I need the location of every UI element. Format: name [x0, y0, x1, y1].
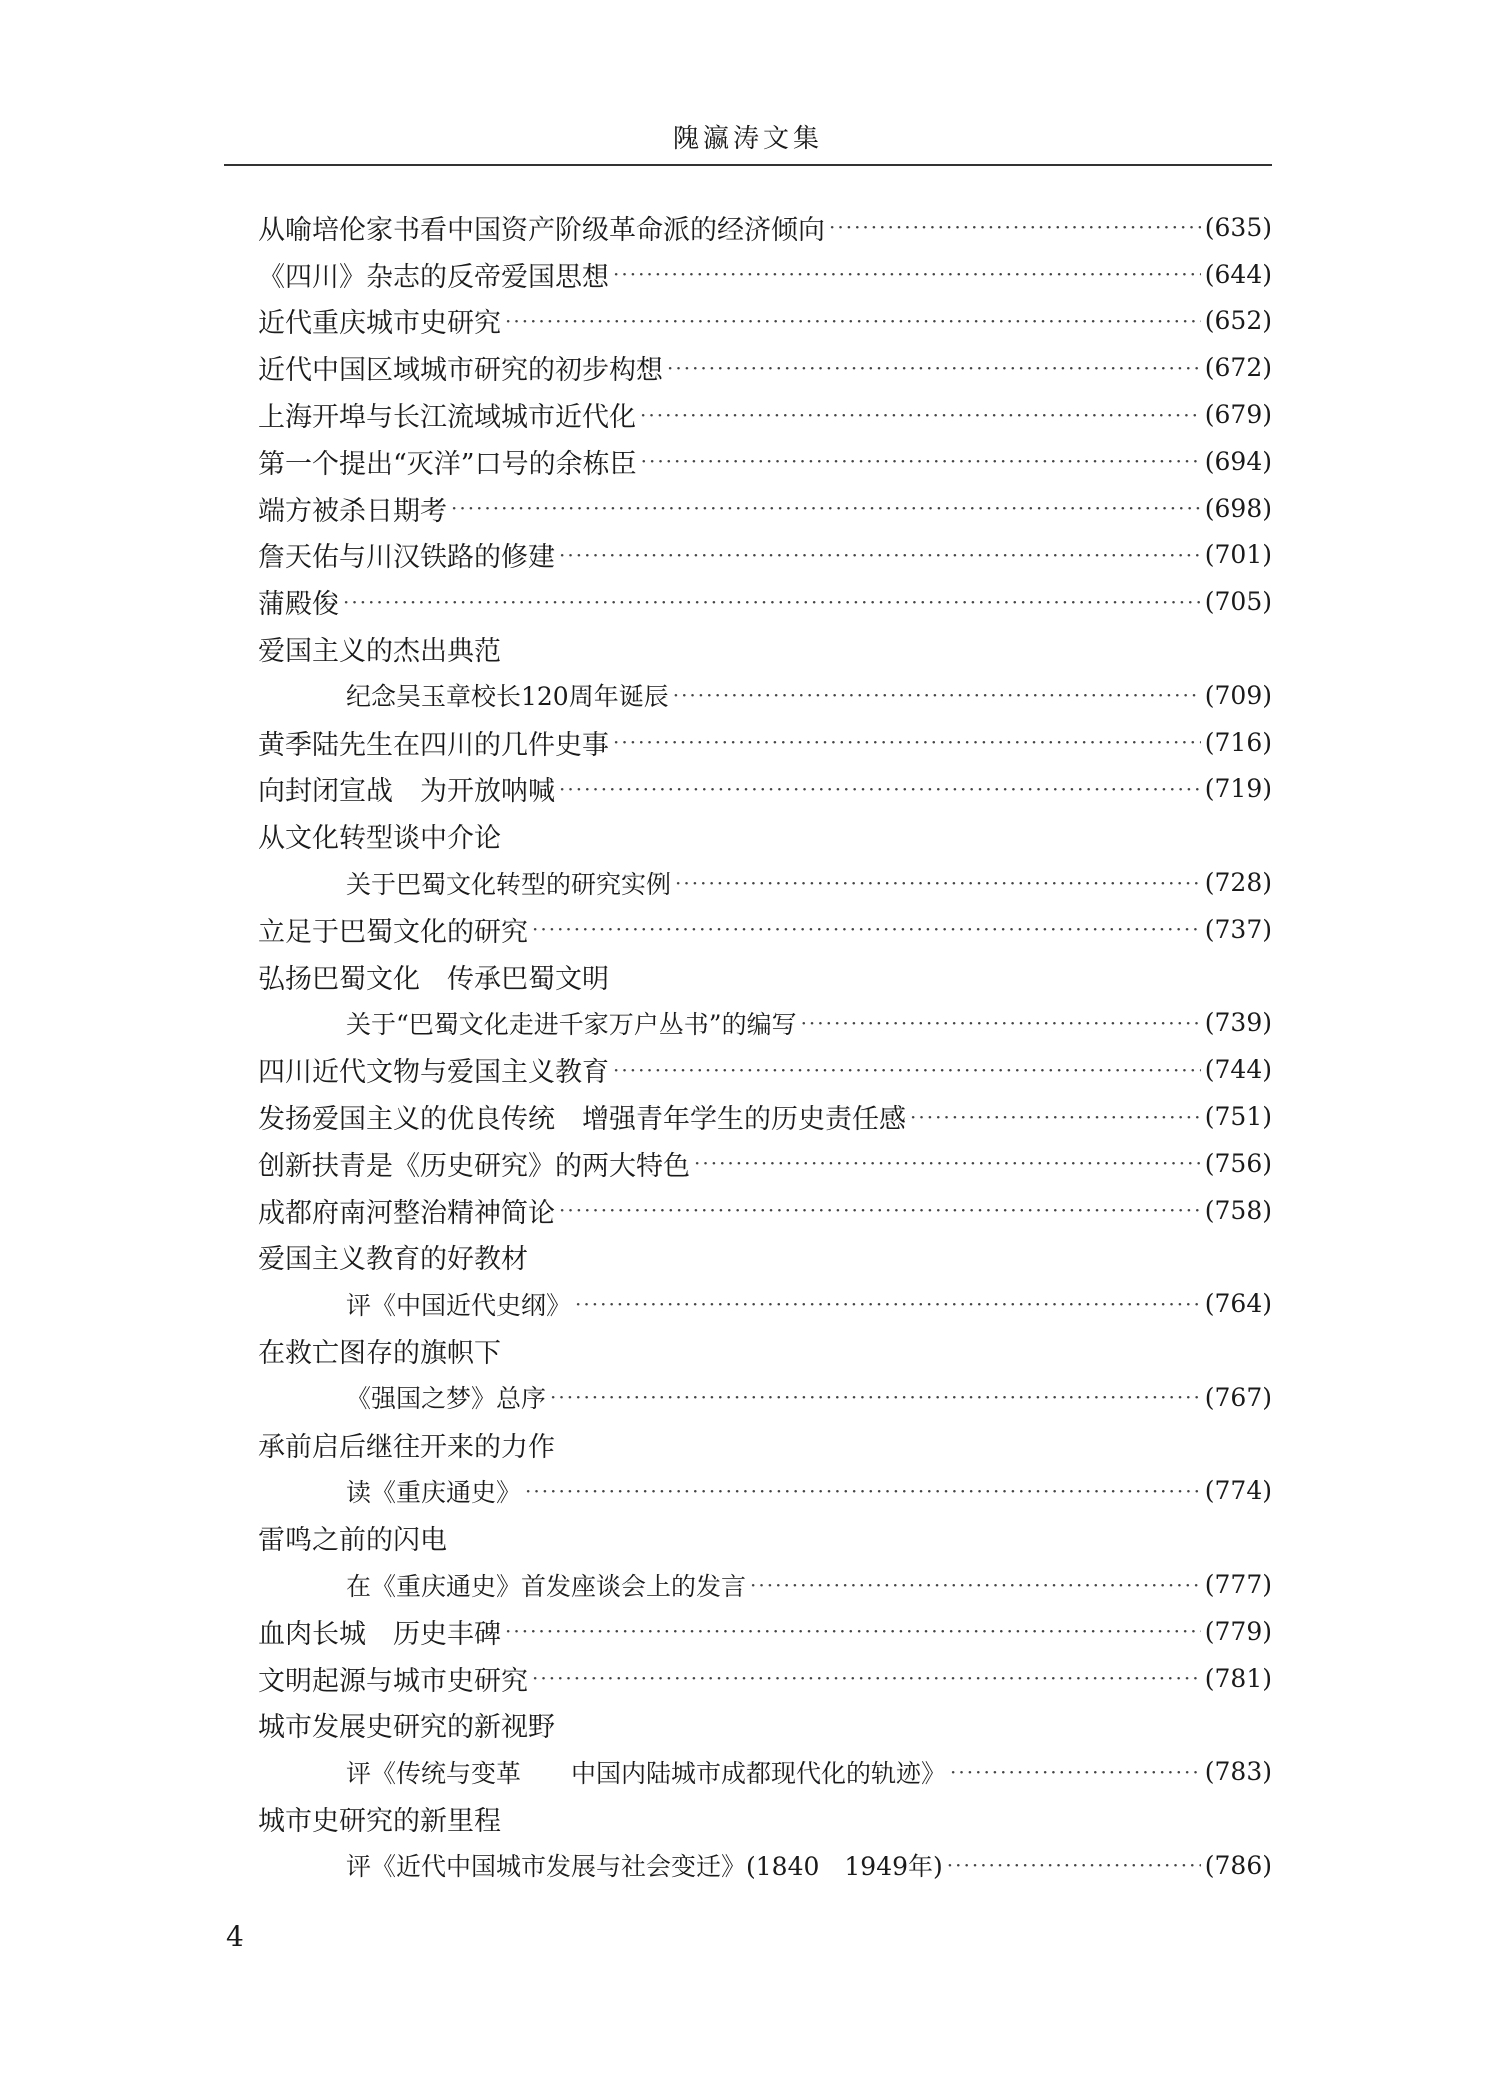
toc-page-ref: (716): [1204, 727, 1272, 757]
dot-leader: [532, 1666, 1201, 1690]
dot-leader: [550, 1385, 1201, 1409]
toc-entry-title: 第一个提出“灭洋”口号的余栋臣: [258, 448, 637, 480]
toc-page-ref: (728): [1204, 868, 1272, 898]
toc-entry: [258, 485, 1272, 532]
dot-leader: [559, 1198, 1201, 1222]
dot-leader: [559, 543, 1201, 567]
table-of-contents: [258, 204, 1272, 1889]
toc-entry: [258, 344, 1272, 391]
toc-entry: [258, 578, 1272, 625]
dot-leader: [640, 403, 1201, 427]
toc-entry: [258, 1421, 1272, 1468]
toc-entry: [258, 1655, 1272, 1702]
toc-subentry: [258, 1561, 1272, 1608]
toc-page-ref: (779): [1204, 1616, 1272, 1646]
toc-entry: [258, 298, 1272, 345]
toc-entry-title: 纪念吴玉章校长120周年诞辰: [346, 682, 669, 712]
toc-entry-title: 四川近代文物与爱国主义教育: [258, 1057, 609, 1089]
dot-leader: [801, 1011, 1201, 1035]
toc-entry-title: 爱国主义的杰出典范: [258, 636, 501, 668]
toc-entry: [258, 204, 1272, 251]
dot-leader: [505, 309, 1201, 333]
toc-entry: [258, 719, 1272, 766]
toc-entry: [258, 438, 1272, 485]
toc-subentry: [258, 1748, 1272, 1795]
toc-entry: [258, 1046, 1272, 1093]
toc-entry: [258, 906, 1272, 953]
toc-entry-title: 评《传统与变革 中国内陆城市成都现代化的轨迹》: [346, 1758, 947, 1788]
toc-page-ref: (786): [1204, 1850, 1272, 1880]
dot-leader: [613, 730, 1201, 754]
toc-subentry: [258, 859, 1272, 906]
dot-leader: [575, 1292, 1201, 1316]
toc-entry: [258, 532, 1272, 579]
toc-entry-title: 承前启后继往开来的力作: [258, 1431, 555, 1463]
toc-entry-title: 在《重庆通史》首发座谈会上的发言: [346, 1571, 747, 1601]
toc-entry-title: 立足于巴蜀文化的研究: [258, 916, 528, 948]
toc-entry: [258, 1514, 1272, 1561]
toc-entry: [258, 1702, 1272, 1749]
toc-entry: [258, 953, 1272, 1000]
toc-entry-title: 创新扶青是《历史研究》的两大特色: [258, 1150, 690, 1182]
dot-leader: [829, 215, 1201, 239]
toc-page-ref: (744): [1204, 1055, 1272, 1085]
toc-page-ref: (767): [1204, 1382, 1272, 1412]
header-rule: [224, 164, 1272, 166]
toc-entry-title: 《四川》杂志的反帝爱国思想: [258, 261, 609, 293]
toc-entry: [258, 1187, 1272, 1234]
toc-entry: [258, 1795, 1272, 1842]
toc-entry: [258, 1608, 1272, 1655]
dot-leader: [694, 1151, 1201, 1175]
toc-page-ref: (719): [1204, 774, 1272, 804]
toc-page-ref: (758): [1204, 1195, 1272, 1225]
toc-page-ref: (652): [1204, 306, 1272, 336]
dot-leader: [613, 1058, 1201, 1082]
toc-entry-title: 文明起源与城市史研究: [258, 1665, 528, 1697]
toc-entry-title: 詹天佑与川汉铁路的修建: [258, 542, 555, 574]
dot-leader: [947, 1853, 1201, 1877]
dot-leader: [667, 356, 1201, 380]
toc-entry-title: 城市发展史研究的新视野: [258, 1712, 555, 1744]
toc-entry-title: 评《中国近代史纲》: [346, 1290, 572, 1320]
toc-entry-title: 弘扬巴蜀文化 传承巴蜀文明: [258, 963, 609, 995]
toc-entry-title: 血肉长城 历史丰碑: [258, 1618, 501, 1650]
toc-entry-title: 黄季陆先生在四川的几件史事: [258, 729, 609, 761]
toc-entry-title: 向封闭宣战 为开放呐喊: [258, 776, 555, 808]
toc-entry: [258, 1234, 1272, 1281]
toc-entry-title: 成都府南河整治精神简论: [258, 1197, 555, 1229]
toc-entry-title: 城市史研究的新里程: [258, 1805, 501, 1837]
toc-page-ref: (764): [1204, 1289, 1272, 1319]
toc-entry-title: 近代中国区域城市研究的初步构想: [258, 355, 663, 387]
toc-page-ref: (679): [1204, 400, 1272, 430]
toc-page-ref: (781): [1204, 1663, 1272, 1693]
running-header: 隗瀛涛文集: [672, 124, 823, 154]
toc-subentry: [258, 1000, 1272, 1047]
toc-entry: [258, 1093, 1272, 1140]
toc-page-ref: (694): [1204, 446, 1272, 476]
toc-entry: [258, 1140, 1272, 1187]
toc-page-ref: (672): [1204, 353, 1272, 383]
toc-page-ref: (705): [1204, 587, 1272, 617]
toc-page-ref: (737): [1204, 914, 1272, 944]
dot-leader: [505, 1619, 1201, 1643]
dot-leader: [525, 1479, 1201, 1503]
toc-entry-title: 读《重庆通史》: [346, 1477, 522, 1507]
toc-entry-title: 蒲殿俊: [258, 589, 339, 621]
toc-entry-title: 近代重庆城市史研究: [258, 308, 501, 340]
toc-entry-title: 评《近代中国城市发展与社会变迁》(1840 1949年): [346, 1852, 943, 1882]
toc-entry-title: 发扬爱国主义的优良传统 增强青年学生的历史责任感: [258, 1104, 906, 1136]
page-number: 4: [226, 1920, 244, 1953]
toc-entry: [258, 625, 1272, 672]
toc-entry-title: 关于“巴蜀文化走进千家万户丛书”的编写: [346, 1009, 797, 1039]
toc-entry-title: 从文化转型谈中介论: [258, 823, 501, 855]
toc-subentry: [258, 672, 1272, 719]
toc-page-ref: (644): [1204, 259, 1272, 289]
toc-entry: [258, 1327, 1272, 1374]
dot-leader: [675, 871, 1201, 895]
dot-leader: [559, 777, 1201, 801]
dot-leader: [950, 1760, 1201, 1784]
dot-leader: [343, 590, 1201, 614]
toc-subentry: [258, 1842, 1272, 1889]
toc-page-ref: (739): [1204, 1008, 1272, 1038]
dot-leader: [641, 449, 1201, 473]
toc-entry-title: 从喻培伦家书看中国资产阶级革命派的经济倾向: [258, 214, 825, 246]
toc-page-ref: (751): [1204, 1102, 1272, 1132]
toc-entry: [258, 766, 1272, 813]
toc-entry-title: 关于巴蜀文化转型的研究实例: [346, 869, 672, 899]
toc-entry-title: 雷鸣之前的闪电: [258, 1525, 447, 1557]
toc-page-ref: (774): [1204, 1476, 1272, 1506]
toc-subentry: [258, 1468, 1272, 1515]
toc-entry: [258, 391, 1272, 438]
dot-leader: [910, 1105, 1201, 1129]
toc-subentry: [258, 1374, 1272, 1421]
toc-page-ref: (783): [1204, 1757, 1272, 1787]
toc-entry-title: 爱国主义教育的好教材: [258, 1244, 528, 1276]
toc-page-ref: (756): [1204, 1148, 1272, 1178]
dot-leader: [750, 1573, 1201, 1597]
toc-page-ref: (701): [1204, 540, 1272, 570]
toc-entry-title: 上海开埠与长江流域城市近代化: [258, 402, 636, 434]
toc-page-ref: (777): [1204, 1570, 1272, 1599]
toc-entry-title: 端方被杀日期考: [258, 495, 447, 527]
toc-entry-title: 《强国之梦》总序: [346, 1384, 547, 1414]
toc-entry: [258, 812, 1272, 859]
dot-leader: [673, 683, 1201, 707]
dot-leader: [451, 496, 1201, 520]
toc-entry-title: 在救亡图存的旗帜下: [258, 1338, 501, 1370]
toc-page-ref: (698): [1204, 493, 1272, 523]
toc-page-ref: (635): [1204, 212, 1272, 242]
dot-leader: [532, 917, 1201, 941]
dot-leader: [613, 262, 1201, 286]
toc-subentry: [258, 1280, 1272, 1327]
toc-page-ref: (709): [1204, 680, 1272, 710]
toc-entry: [258, 251, 1272, 298]
